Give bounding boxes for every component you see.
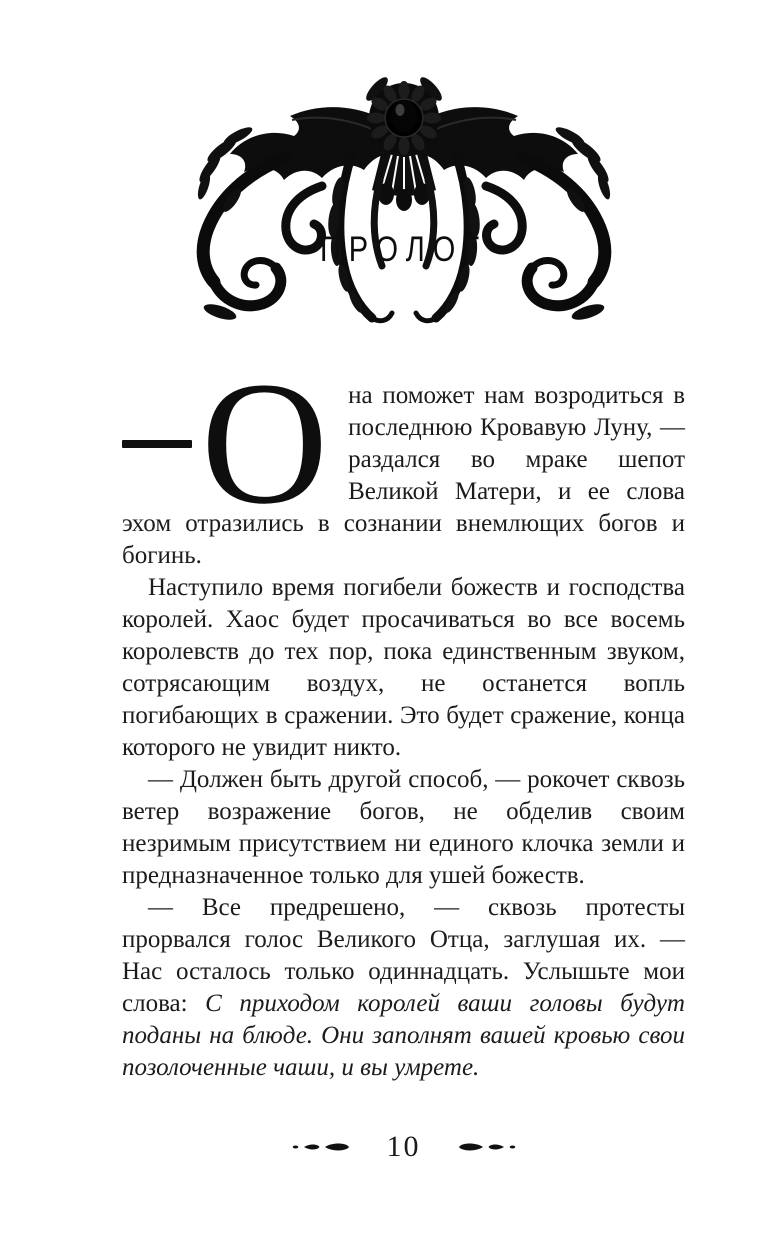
paragraph-1 bbox=[122, 346, 685, 572]
page-footer bbox=[122, 1130, 685, 1164]
baroque-flourish-icon bbox=[134, 62, 674, 352]
paragraph-2 bbox=[122, 572, 685, 764]
paragraph-text: Наступило время погибели божеств и господства королей. Хаос будет просачиваться во все восемь королевств до тех пор, пока единственным звуком, сотрясающим воздух, не останется вопль погибающих в сражении. Это будет сражение, конца которого не увидит никто. bbox=[122, 574, 685, 761]
footer-ornament-left-icon bbox=[291, 1140, 353, 1154]
chapter-title: ПРОЛОГ bbox=[319, 231, 488, 270]
footer-ornament-right-icon bbox=[455, 1140, 517, 1154]
dropcap-letter: О bbox=[201, 346, 329, 541]
paragraph-text: — Все предрешено, — сквозь протесты прорвался голос Великого Отца, заглушая их. — Нас осталось только одиннадцать. Услышьте мои слова: bbox=[122, 894, 685, 1017]
page-number: 10 bbox=[386, 1130, 421, 1163]
dropcap-group bbox=[122, 346, 348, 541]
paragraph-3 bbox=[122, 764, 685, 892]
header-flourish-ornament bbox=[134, 62, 674, 352]
prologue-text bbox=[122, 346, 685, 1084]
paragraph-text: на поможет нам возродиться в последнюю Кровавую Луну, — раздался во мраке шепот Великой Матери, и ее слова эхом отразились в сознании внемлющих богов и богинь. bbox=[122, 382, 685, 569]
paragraph-4 bbox=[122, 892, 685, 1084]
paragraph-text: — Должен быть другой способ, — рокочет сквозь ветер возражение богов, не обделив своим незримым присутствием ни единого клочка земли и предназначенное только для ушей божеств. bbox=[122, 766, 685, 889]
dialogue-dash bbox=[122, 440, 192, 448]
paragraph-italic-text: С приходом королей ваши головы будут поданы на блюде. Они заполнят вашей кровью свои позолоченные чаши, и вы умрете. bbox=[122, 990, 685, 1081]
